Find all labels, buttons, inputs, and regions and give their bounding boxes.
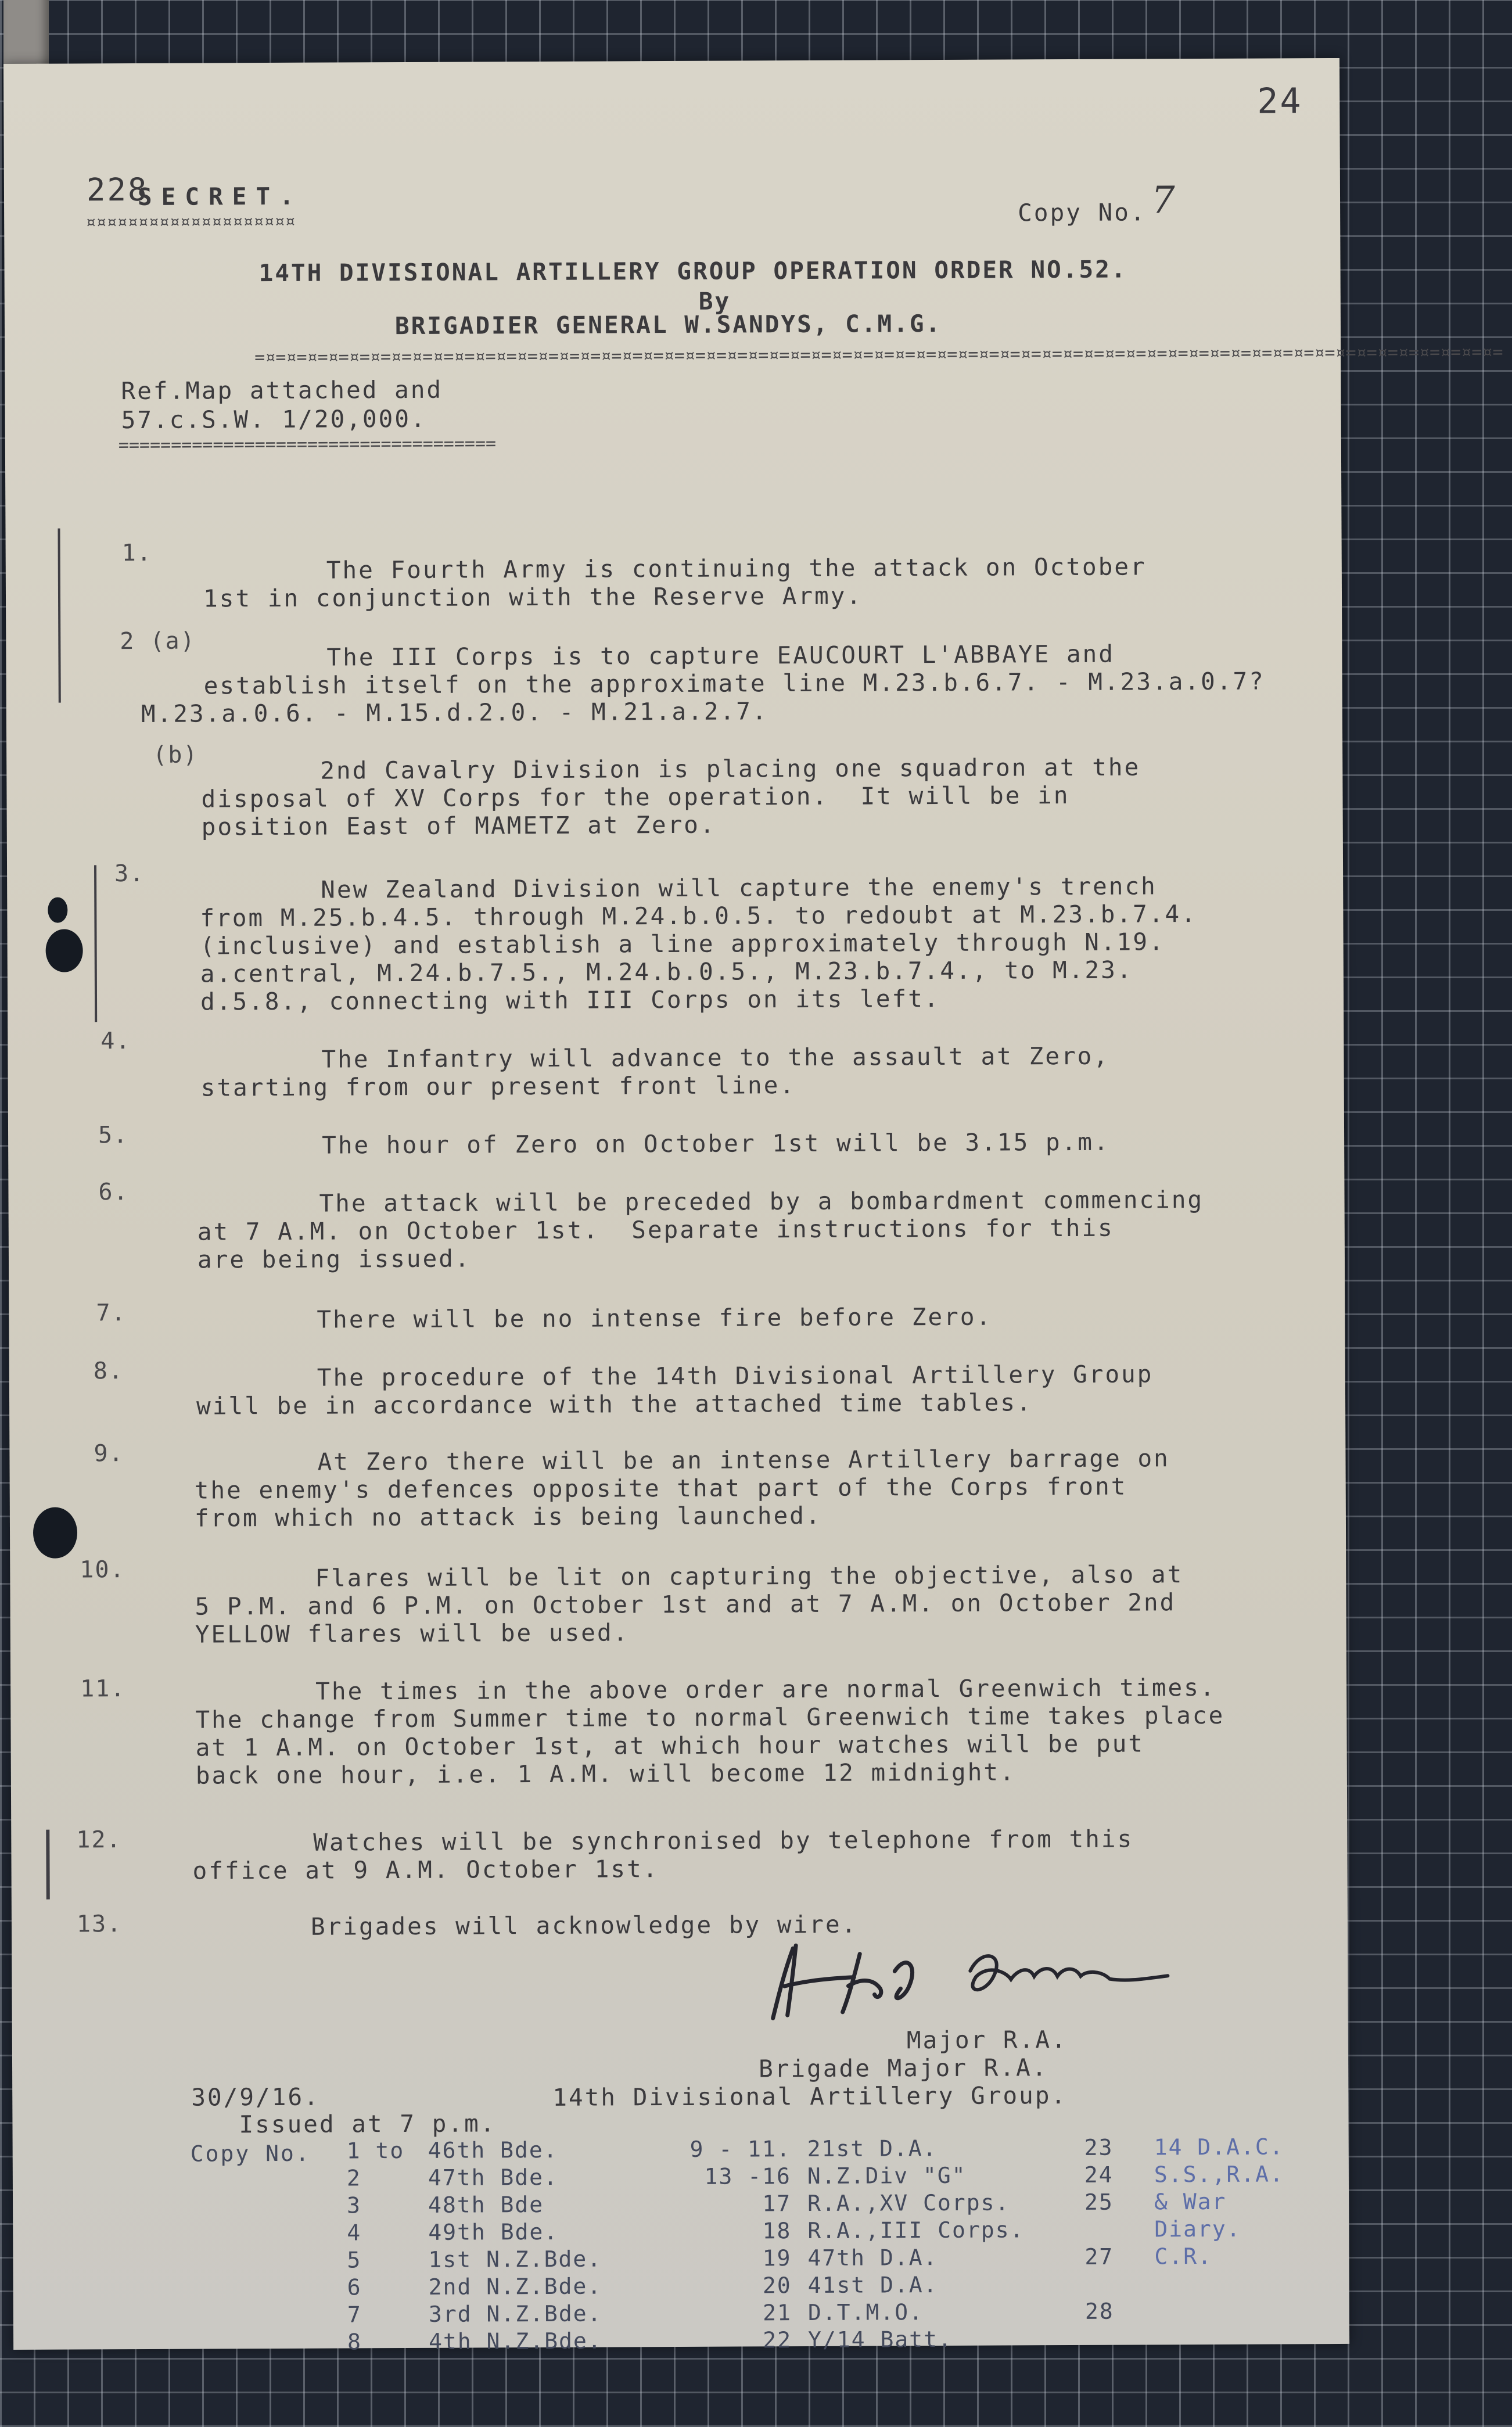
dist-num: 13 -16 <box>704 2163 791 2189</box>
margin-bracket <box>58 529 60 703</box>
paragraph-line: at 1 A.M. on October 1st, at which hour watches will be put <box>195 1729 1145 1762</box>
dist-num: 1 to <box>346 2138 405 2164</box>
paragraph-line: The Fourth Army is continuing the attack on October <box>326 552 1147 584</box>
dist-num: 2 <box>346 2165 361 2191</box>
dist-num: 24 <box>1084 2162 1114 2188</box>
distribution-col1-units <box>428 2137 602 2356</box>
paragraph-number: 10. <box>80 1556 125 1584</box>
dist-num: 25 <box>1084 2189 1114 2215</box>
signature-rank: Major R.A. <box>906 2026 1068 2055</box>
paragraph-line: (inclusive) and establish a line approximately through N.19. <box>200 928 1165 960</box>
by-label: By <box>698 287 731 315</box>
dist-unit: S.S.,R.A. <box>1154 2161 1284 2188</box>
dist-unit: 1st N.Z.Bde. <box>428 2246 602 2272</box>
paragraph-line: the enemy's defences opposite that part of the Corps front <box>194 1472 1127 1505</box>
paragraph-line: The Infantry will advance to the assault at Zero, <box>321 1042 1110 1074</box>
paragraph-line: office at 9 A.M. October 1st. <box>192 1855 659 1885</box>
ref-map-underline: ==================================== <box>118 433 497 456</box>
paragraph-line: The III Corps is to capture EAUCOURT L'ABBAYE and <box>326 640 1115 672</box>
paragraph-line: Flares will be lit on capturing the objective, also at <box>315 1560 1184 1592</box>
dist-unit: 48th Bde <box>428 2191 544 2218</box>
paragraph-line: establish itself on the approximate line M.23.b.6.7. - M.23.a.0.7? <box>203 667 1265 700</box>
punch-hole <box>48 897 67 923</box>
distribution-col3-units <box>1154 2133 1285 2352</box>
dist-unit: 3rd N.Z.Bde. <box>428 2300 602 2327</box>
copy-number: 7 <box>1151 179 1177 222</box>
document-page <box>3 58 1503 2355</box>
paragraph-line: at 7 A.M. on October 1st. Separate instructions for this <box>197 1214 1114 1246</box>
signature-unit: 14th Divisional Artillery Group. <box>552 2081 1068 2112</box>
issued-time: Issued at 7 p.m. <box>239 2109 497 2139</box>
dist-unit: 41st D.A. <box>807 2272 938 2298</box>
dist-num: 9 - 11. <box>689 2136 791 2162</box>
dist-unit: & War <box>1154 2188 1227 2215</box>
dist-num: 23 <box>1084 2134 1114 2160</box>
paragraph-line: YELLOW flares will be used. <box>195 1618 630 1649</box>
distribution-col3-nums <box>1084 2134 1114 2353</box>
paragraph-line: The hour of Zero on October 1st will be 3.15 p.m. <box>322 1128 1110 1159</box>
paragraph-line: New Zealand Division will capture the enemy's trench <box>321 872 1157 904</box>
distribution-col2-units <box>807 2134 1025 2354</box>
paragraph-number: 1. <box>121 539 152 567</box>
paragraph-line: 1st in conjunction with the Reserve Army. <box>203 581 863 613</box>
dist-num: 22 <box>763 2327 792 2353</box>
dist-num: 18 <box>762 2218 792 2244</box>
paragraph-line: a.central, M.24.b.7.5., M.24.b.0.5., M.23.b.7.4., to M.23. <box>200 956 1133 988</box>
paragraph-line: Brigades will acknowledge by wire. <box>310 1910 858 1941</box>
margin-bracket <box>46 1830 50 1900</box>
dist-unit: 4th N.Z.Bde. <box>429 2328 602 2354</box>
paragraph-line: There will be no intense fire before Zero. <box>317 1302 993 1334</box>
title-rule: =¤=¤=¤=¤=¤=¤=¤=¤=¤=¤=¤=¤=¤=¤=¤=¤=¤=¤=¤=¤=¤=¤=¤=¤=¤=¤=¤=¤=¤=¤=¤=¤=¤=¤=¤=¤=¤=¤=¤=¤=¤=¤=¤=¤=¤=¤=¤=¤=¤=¤=¤=¤=¤=¤=¤=¤=¤=¤=¤= <box>254 342 1503 368</box>
dist-num: 3 <box>346 2192 362 2218</box>
document-date: 30/9/16. <box>191 2083 320 2112</box>
ref-map-line-1: Ref.Map attached and <box>121 375 443 405</box>
dist-num: 7 <box>347 2302 362 2328</box>
paragraph-line: are being issued. <box>197 1244 471 1274</box>
dist-num: 21 <box>763 2300 792 2326</box>
paragraph-line: position East of MAMETZ at Zero. <box>201 810 716 841</box>
paragraph-line: Watches will be synchronised by telephone from this <box>313 1825 1134 1857</box>
dist-unit <box>1155 2270 1285 2297</box>
paragraph-line: 2nd Cavalry Division is placing one squadron at the <box>320 753 1141 785</box>
paragraph-line: disposal of XV Corps for the operation. It will be in <box>201 781 1070 813</box>
dist-num <box>1085 2325 1114 2353</box>
paragraph-number: 7. <box>96 1299 127 1327</box>
paragraph-line: starting from our present front line. <box>200 1071 796 1102</box>
reference-number: 228 <box>86 171 149 209</box>
dist-num: 6 <box>347 2274 362 2300</box>
classification: SECRET. <box>137 182 303 211</box>
paragraph-line: The times in the above order are normal Greenwich times. <box>315 1673 1216 1706</box>
dist-unit: 2nd N.Z.Bde. <box>428 2273 602 2300</box>
distribution-label: Copy No. <box>190 2140 311 2167</box>
page-number: 24 <box>1257 81 1303 122</box>
dist-unit: Diary. <box>1154 2216 1241 2242</box>
dist-unit: D.T.M.O. <box>807 2299 924 2325</box>
paragraph-number: 5. <box>98 1122 129 1149</box>
dist-unit: 49th Bde. <box>428 2218 559 2245</box>
paragraph-number: 4. <box>100 1028 131 1055</box>
punch-hole <box>46 929 83 972</box>
dist-unit: R.A.,XV Corps. <box>807 2189 1010 2216</box>
margin-bracket <box>94 865 97 1022</box>
dist-num: 17 <box>762 2191 792 2217</box>
paragraph-number: 12. <box>76 1826 122 1854</box>
author: BRIGADIER GENERAL W.SANDYS, C.M.G. <box>394 309 942 340</box>
order-title: 14TH DIVISIONAL ARTILLERY GROUP OPERATION ORDER NO.52. <box>258 255 1127 288</box>
paragraph-line: d.5.8., connecting with III Corps on its left. <box>200 984 940 1016</box>
dist-num: 5 <box>347 2247 362 2273</box>
dist-unit <box>1155 2297 1285 2325</box>
paragraph-number: 8. <box>93 1358 124 1385</box>
paragraph-line: will be in accordance with the attached time tables. <box>196 1388 1033 1420</box>
dist-unit: R.A.,III Corps. <box>807 2217 1025 2243</box>
dist-num: 27 <box>1084 2243 1114 2270</box>
distribution-col2-nums <box>658 2135 792 2354</box>
dist-unit: N.Z.Div "G" <box>807 2162 967 2189</box>
dist-num: 20 <box>762 2272 792 2299</box>
dist-num <box>1085 2271 1114 2298</box>
dist-unit: Y/14 Batt. <box>808 2326 953 2353</box>
paragraph-number: 11. <box>80 1675 126 1703</box>
dist-num <box>1084 2216 1114 2243</box>
paragraph-number: 6. <box>98 1179 129 1206</box>
paragraph-line: The procedure of the 14th Divisional Artillery Group <box>317 1360 1154 1392</box>
paragraph-number: (b) <box>153 741 199 769</box>
punch-hole <box>33 1507 77 1558</box>
paragraph-line: back one hour, i.e. 1 A.M. will become 12 midnight. <box>195 1758 1016 1790</box>
dist-unit: 47th D.A. <box>807 2245 938 2271</box>
paragraph-line: from which no attack is being launched. <box>194 1501 822 1532</box>
dist-unit: 14 D.A.C. <box>1154 2134 1284 2160</box>
paragraph-line: At Zero there will be an intense Artillery barrage on <box>317 1444 1170 1476</box>
paragraph-line: The attack will be preceded by a bombardment commencing <box>319 1186 1204 1218</box>
dist-num: 8 <box>347 2329 362 2355</box>
copy-label: Copy No. <box>1018 198 1147 227</box>
dist-unit <box>1155 2324 1285 2352</box>
paragraph-line: M.23.a.0.6. - M.15.d.2.0. - M.21.a.2.7. <box>141 697 768 728</box>
paragraph-line: The change from Summer time to normal Greenwich time takes place <box>195 1701 1225 1734</box>
signature-rank: Brigade Major R.A. <box>758 2053 1048 2083</box>
distribution-col1-nums <box>347 2137 405 2356</box>
paragraph-number: 2 (a) <box>120 627 196 655</box>
paragraph-line: 5 P.M. and 6 P.M. on October 1st and at 7 A.M. on October 2nd <box>195 1588 1176 1621</box>
dist-unit: 21st D.A. <box>807 2135 938 2162</box>
paragraph-line: from M.25.b.4.5. through M.24.b.0.5. to redoubt at M.23.b.7.4. <box>200 900 1197 932</box>
dist-unit: 46th Bde. <box>428 2137 558 2163</box>
paragraph-number: 13. <box>76 1911 123 1938</box>
paragraph-number: 3. <box>114 860 145 888</box>
dist-num: 19 <box>762 2245 792 2271</box>
paragraph-number: 9. <box>94 1440 124 1467</box>
ref-map-line-2: 57.c.S.W. 1/20,000. <box>121 404 427 435</box>
dist-num: 28 <box>1084 2298 1114 2324</box>
dist-num: 4 <box>347 2220 362 2246</box>
handwritten-signature <box>761 1929 1180 2030</box>
dist-unit: 47th Bde. <box>428 2164 558 2191</box>
classification-underline: ¤¤¤¤¤¤¤¤¤¤¤¤¤¤¤¤¤¤¤¤ <box>85 211 296 233</box>
dist-unit: C.R. <box>1154 2243 1213 2270</box>
